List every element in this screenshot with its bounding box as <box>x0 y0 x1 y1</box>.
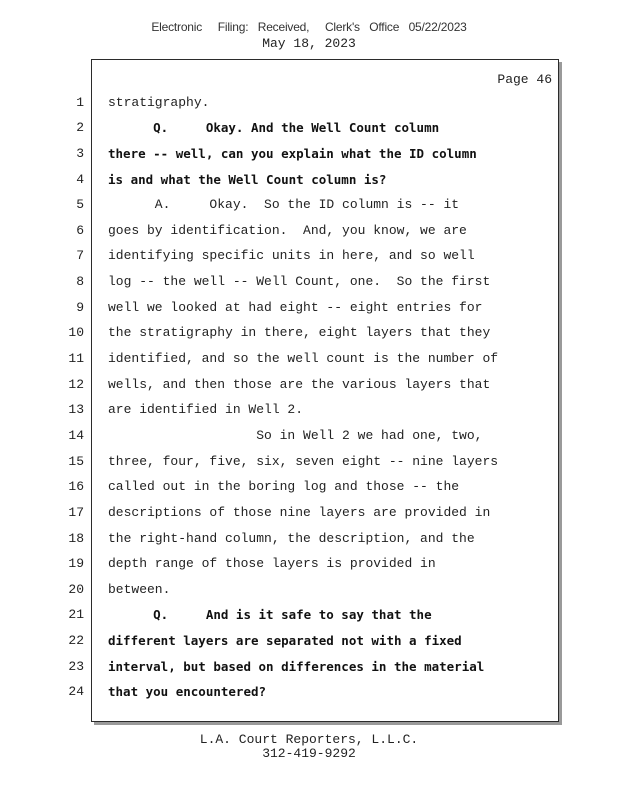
court-reporter-firm: L.A. Court Reporters, L.L.C. <box>199 732 419 747</box>
transcript-line: stratigraphy. <box>108 95 210 110</box>
transcript-line: there -- well, can you explain what the ID column <box>108 146 477 161</box>
transcript-line: interval, but based on differences in the material <box>108 659 485 674</box>
line-number: 6 <box>76 223 84 238</box>
line-number: 7 <box>76 248 84 263</box>
court-reporter-phone: 312-419-9292 <box>262 746 356 761</box>
transcript-line: between. <box>108 582 171 597</box>
deposition-date: May 18, 2023 <box>262 36 356 51</box>
transcript-line: Q. And is it safe to say that the <box>108 607 432 622</box>
line-number: 8 <box>76 274 84 289</box>
line-number: 1 <box>76 95 84 110</box>
transcript-line: is and what the Well Count column is? <box>108 172 387 187</box>
line-number: 12 <box>68 377 84 392</box>
line-number: 20 <box>68 582 84 597</box>
line-number: 9 <box>76 300 84 315</box>
line-number: 13 <box>68 402 84 417</box>
line-number: 23 <box>68 659 84 674</box>
line-number: 17 <box>68 505 84 520</box>
transcript-line: So in Well 2 we had one, two, <box>108 428 483 443</box>
line-number: 16 <box>68 479 84 494</box>
line-number: 5 <box>76 197 84 212</box>
transcript-line: are identified in Well 2. <box>108 402 304 417</box>
transcript-line: the stratigraphy in there, eight layers that they <box>108 325 491 340</box>
line-number: 14 <box>68 428 84 443</box>
line-number: 3 <box>76 146 84 161</box>
transcript-line: Q. Okay. And the Well Count column <box>108 120 440 135</box>
transcript-line: log -- the well -- Well Count, one. So the first <box>108 274 491 289</box>
line-number: 2 <box>76 120 84 135</box>
line-number: 11 <box>68 351 84 366</box>
transcript-line: called out in the boring log and those -- the <box>108 479 460 494</box>
line-number: 22 <box>68 633 84 648</box>
transcript-line: descriptions of those nine layers are provided in <box>108 505 491 520</box>
transcript-line: well we looked at had eight -- eight entries for <box>108 300 483 315</box>
line-number: 21 <box>68 607 84 622</box>
line-number: 10 <box>68 325 84 340</box>
transcript-line: goes by identification. And, you know, we are <box>108 223 467 238</box>
transcript-line: three, four, five, six, seven eight -- nine layers <box>108 454 499 469</box>
transcript-line: depth range of those layers is provided in <box>108 556 436 571</box>
transcript-line: identifying specific units in here, and so well <box>108 248 475 263</box>
transcript-line: different layers are separated not with a fixed <box>108 633 462 648</box>
page-number: Page 46 <box>497 72 552 87</box>
line-number: 15 <box>68 454 84 469</box>
line-number: 19 <box>68 556 84 571</box>
line-number: 24 <box>68 684 84 699</box>
transcript-line: wells, and then those are the various layers that <box>108 377 491 392</box>
transcript-line: identified, and so the well count is the number of <box>108 351 499 366</box>
filing-stamp: Electronic Filing: Received, Clerk's Office 05/22/2023 <box>151 20 467 34</box>
transcript-line: the right-hand column, the description, and the <box>108 531 475 546</box>
line-number: 4 <box>76 172 84 187</box>
transcript-line: that you encountered? <box>108 684 267 699</box>
line-number: 18 <box>68 531 84 546</box>
transcript-line: A. Okay. So the ID column is -- it <box>108 197 460 212</box>
